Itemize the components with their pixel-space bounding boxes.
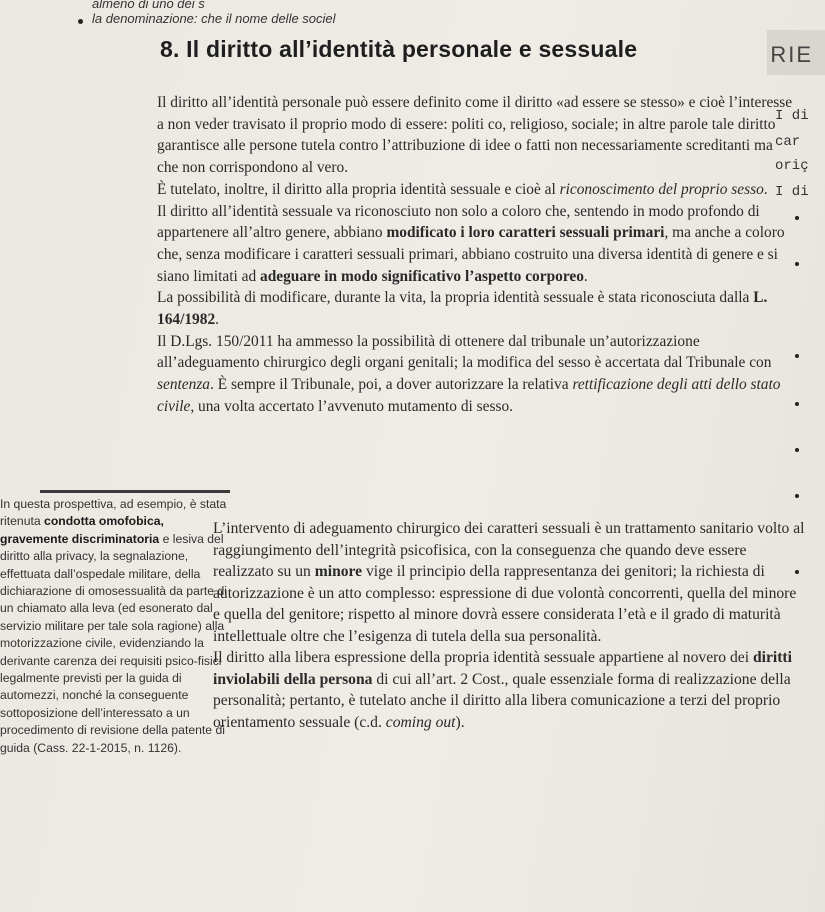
text-run: Il D.Lgs. 150/2011 ha ammesso la possibilità di ottenere dal tribunale un’autorizzazione all’adeguamento chirurgico degli organi genitali; la modifica del sesso è accertata dal Tribunale con [157, 332, 772, 372]
paragraph-5 [157, 331, 797, 418]
text-run: di cui all’art. 2 Cost., quale essenziale forma di realizzazione della personalità; pertanto, è tutelato anche il diritto alla libera comunicazione a terzi del proprio orientamento sessuale (c.d. [213, 670, 791, 731]
emphasis-text: rettificazione degli atti dello stato civile [157, 376, 781, 415]
bullet-icon [78, 19, 83, 24]
text-run: vige il principio della rappresentanza dei genitori; la richiesta di autorizzazione è un atto complesso: espressione di due volontà concorrenti, quella del minore e quella del genitore; rispetto al minore dovrà essere considerata l’età e il grado di maturità intellettuale oltre che l’esigenza di tutela della sua personalità. [213, 563, 797, 645]
sidebar-bold-text: condotta omofobica, gravemente discriminatoria [0, 514, 164, 546]
lower-text [213, 518, 805, 733]
text-run: . [215, 311, 220, 329]
emphasis-text: coming out [385, 713, 456, 731]
text-run: Il diritto alla libera espressione della propria identità sessuale appartiene al novero dei [213, 649, 753, 666]
bold-text: modificato i loro caratteri sessuali primari [386, 224, 665, 242]
margin-text-2: car [775, 134, 801, 150]
text-run: ). [455, 713, 465, 731]
paragraph-1 [157, 92, 797, 179]
text-run: Il diritto all’identità sessuale va riconosciuto non solo a coloro che, sentendo in modo profondo di appartenere all’altro genere, abbiano [157, 202, 760, 242]
margin-text-1: I di [775, 108, 809, 124]
emphasis-text: sentenza [157, 376, 211, 394]
text-run: . [583, 267, 588, 285]
paragraph-6 [213, 518, 805, 647]
sidebar-note [0, 496, 235, 757]
text-run: co, religioso, sociale; in altre parole tale diritto garantisce alle persone tutela contro l’attribuzione di idee o fatti non necessariamente screditanti ma che non corrispondono al vero. [157, 115, 776, 177]
sidebar-text: e lesiva del diritto alla privacy, la segnalazione, effettuata dall’ospedale militare, della dichiarazione di omosessualità da parte di un chiamato alla leva (ed esonerato dal servizio militare per tale sola ragione) alla motorizzazione civile, evidenziando la derivante carenza dei requisiti psico-fisici legalmente previsti per la guida di automezzi, nonché la conseguente sottoposizione dell’interessato a un procedimento di revisione della patente di guida (Cass. 22-1-2015, n. 1126). [0, 531, 227, 755]
paragraph-2 [157, 179, 797, 201]
header-line-2: la denominazione: che il nome delle sociel [92, 11, 336, 26]
header-line-1: almeno di uno dei s [92, 0, 205, 11]
bold-text: adeguare in modo significativo l’aspetto corporeo [260, 267, 584, 285]
text-run: . [763, 180, 768, 198]
text-run: L’intervento di adeguamento chirurgico dei caratteri sessuali è un trattamento sanitario volto al raggiungimento dell’integrità psicofisica, con la conseguenza che quando deve essere realizzato su un [213, 520, 805, 580]
bold-text: diritti inviolabili della persona [213, 649, 792, 688]
emphasis-text: riconoscimento del proprio sesso [559, 180, 764, 198]
text-run: È tutelato, inoltre, il diritto alla propria identità sessuale e cioè al [157, 180, 560, 198]
text-run: . È sempre il Tribunale, poi, a dover autorizzare la relativa [210, 376, 573, 394]
main-text [157, 92, 797, 418]
text-run: Il diritto all’identità personale può essere definito come il diritto «ad essere se stesso» e cioè l’interesse a non veder travisato il proprio modo di essere: politi [157, 94, 793, 133]
bold-text: minore [314, 563, 363, 580]
margin-text-3: oriç [775, 158, 809, 174]
margin-bullet-icon [795, 448, 799, 452]
text-run: , una volta accertato l’avvenuto mutamento di sesso. [190, 397, 514, 415]
text-run: La possibilità di modificare, durante la vita, la propria identità sessuale è stata riconosciuta dalla [157, 289, 754, 307]
paragraph-4 [157, 287, 797, 330]
sidebar-text: In questa prospettiva, ad esempio, è stata ritenuta [0, 497, 227, 529]
paragraph-3 [157, 201, 797, 288]
paragraph-7 [213, 647, 805, 733]
margin-text-4: I di [775, 184, 809, 200]
section-title: 8. Il diritto all’identità personale e sessuale [160, 36, 638, 62]
sidebar-rule [40, 490, 230, 493]
section-tab-label: RIE [770, 42, 813, 67]
text-run: , ma anche a coloro che, senza modificare i caratteri sessuali primari, abbiano costruito una diversa identità di genere e si siano limitati ad [157, 224, 785, 285]
bold-text: L. 164/1982 [157, 289, 768, 329]
margin-bullet-icon [795, 494, 799, 498]
